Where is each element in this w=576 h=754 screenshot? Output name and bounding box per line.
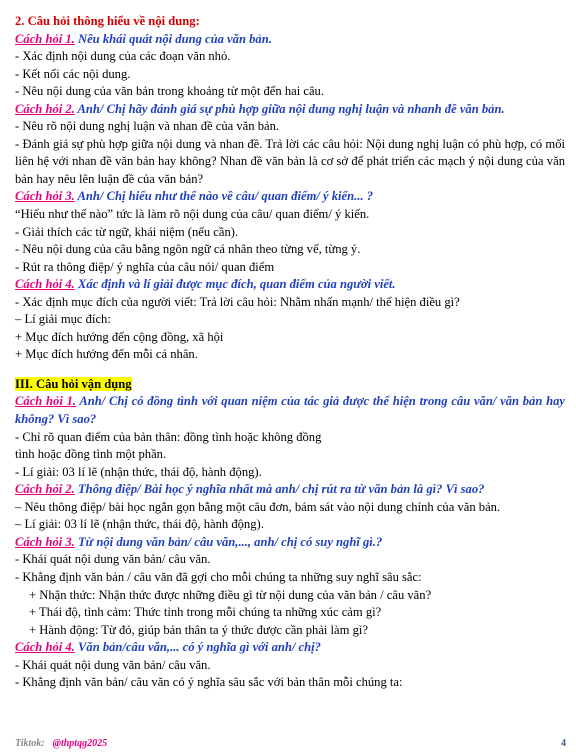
question-text: Văn bản/câu văn,... có ý nghĩa gì với anh/ chị? xyxy=(74,640,321,655)
tiktok-label: Tiktok: xyxy=(15,738,45,749)
text-line: – Lí giải mục đích: xyxy=(15,312,111,327)
question-text: Anh/ Chị có đồng tình với quan niệm của tác giả được thể hiện trong câu văn/ văn bản hay không? Vì sao? xyxy=(15,394,565,427)
question-tag: Cách hỏi 4. xyxy=(15,640,75,655)
sub-line: + Hành động: Từ đó, giúp bản thân ta ý thức được cần phải làm gì? xyxy=(29,622,368,637)
section-heading-3 xyxy=(15,376,565,394)
text-line: tình hoặc đồng tình một phần. xyxy=(15,447,167,462)
question-tag: Cách hỏi 3. xyxy=(15,534,75,549)
question-tag: Cách hỏi 4. xyxy=(15,277,75,292)
question-tag: Cách hỏi 2. xyxy=(15,482,75,497)
question-heading xyxy=(15,393,565,428)
text-line: - Kết nối các nội dung. xyxy=(15,66,131,81)
text-line: - Chỉ rõ quan điểm của bản thân: đồng tình hoặc không đồng xyxy=(15,429,322,444)
text-line: - Khái quát nội dung văn bản/ câu văn. xyxy=(15,657,211,672)
spacer xyxy=(15,364,565,376)
text-paragraph: - Đánh giá sự phù hợp giữa nội dung và nhan đề. Trả lời các câu hỏi: Nội dung nghị luận có phù hợp, có mối liên hệ với nhan đề văn bản hay không? Nhan đề văn bản là cơ sở để phát triển các mạch ý nội dung của văn bản hay nêu lên luận đề của văn bản? xyxy=(15,136,565,186)
text-line: - Khẳng định văn bản/ câu văn có ý nghĩa sâu sắc với bản thân mỗi chúng ta: xyxy=(15,675,403,690)
text-line: - Lí giải: 03 lí lẽ (nhận thức, thái độ, hành động). xyxy=(15,464,262,479)
question-text: Anh/ Chị hãy đánh giá sự phù hợp giữa nội dung nghị luận và nhanh đề văn bản. xyxy=(74,101,505,116)
question-tag: Cách hỏi 2. xyxy=(15,101,75,116)
question-text: Xác định và lí giải được mục đích, quan điểm của người viết. xyxy=(74,277,396,292)
page-number: 4 xyxy=(561,738,566,749)
question-text: Nêu khái quát nội dung của văn bản. xyxy=(74,31,272,46)
section-heading-2: 2. Câu hỏi thông hiểu về nội dung: xyxy=(15,14,200,28)
page-footer xyxy=(15,738,566,749)
question-heading xyxy=(15,188,565,206)
text-line: - Khẳng định văn bản / câu văn đã gợi cho mỗi chúng ta những suy nghĩ sâu sắc: xyxy=(15,569,422,584)
question-tag: Cách hỏi 3. xyxy=(15,189,75,204)
text-line: - Nêu nội dung của văn bản trong khoảng từ một đến hai câu. xyxy=(15,84,324,99)
tiktok-handle: @thptqg2025 xyxy=(52,738,108,749)
text-line: - Khái quát nội dung văn bản/ câu văn. xyxy=(15,552,211,567)
text-line: – Lí giải: 03 lí lẽ (nhận thức, thái độ, hành động). xyxy=(15,517,264,532)
question-heading xyxy=(15,481,565,499)
question-heading xyxy=(15,101,565,119)
sub-line: + Thái độ, tình cảm: Thức tỉnh trong mỗi chúng ta những xúc cảm gì? xyxy=(29,605,382,620)
question-heading xyxy=(15,31,565,49)
text-line: - Nêu rõ nội dung nghị luận và nhan đề của văn bản. xyxy=(15,119,280,134)
text-line: - Rút ra thông điệp/ ý nghĩa của câu nói/ quan điểm xyxy=(15,259,275,274)
question-heading xyxy=(15,639,565,657)
question-heading xyxy=(15,534,565,552)
text-line: - Xác định mục đích của người viết: Trả lời câu hỏi: Nhằm nhấn mạnh/ thể hiện điều gì? xyxy=(15,294,460,309)
question-text: Từ nội dung văn bản/ câu văn,..., anh/ chị có suy nghĩ gì.? xyxy=(74,534,383,549)
text-line: + Mục đích hướng đến cộng đồng, xã hội xyxy=(15,329,224,344)
question-text: Anh/ Chị hiểu như thế nào về câu/ quan điểm/ ý kiến... ? xyxy=(74,189,374,204)
text-line: - Xác định nội dung của các đoạn văn nhỏ. xyxy=(15,49,231,64)
question-text: Thông điệp/ Bài học ý nghĩa nhất mà anh/ chị rút ra từ văn bản là gì? Vì sao? xyxy=(74,482,485,497)
document-body xyxy=(15,13,565,692)
text-line: “Hiểu như thế nào” tức là làm rõ nội dung của câu/ quan điểm/ ý kiến. xyxy=(15,207,370,222)
sub-line: + Nhận thức: Nhận thức được những điều gì từ nội dung của văn bản / câu văn? xyxy=(29,587,432,602)
text-line: + Mục đích hướng đến mỗi cá nhân. xyxy=(15,347,198,362)
highlighted-heading: III. Câu hỏi vận dụng xyxy=(15,376,132,391)
question-tag: Cách hỏi 1. xyxy=(15,394,77,409)
text-line: – Nêu thông điệp/ bài học ngắn gọn bằng một câu đơn, bám sát vào nội dung chính của văn bản. xyxy=(15,499,501,514)
text-line: - Giải thích các từ ngữ, khái niệm (nếu cần). xyxy=(15,224,239,239)
question-heading xyxy=(15,276,565,294)
text-line: - Nêu nội dung của câu bằng ngôn ngữ cá nhân theo từng vế, từng ý. xyxy=(15,242,361,257)
question-tag: Cách hỏi 1. xyxy=(15,31,75,46)
